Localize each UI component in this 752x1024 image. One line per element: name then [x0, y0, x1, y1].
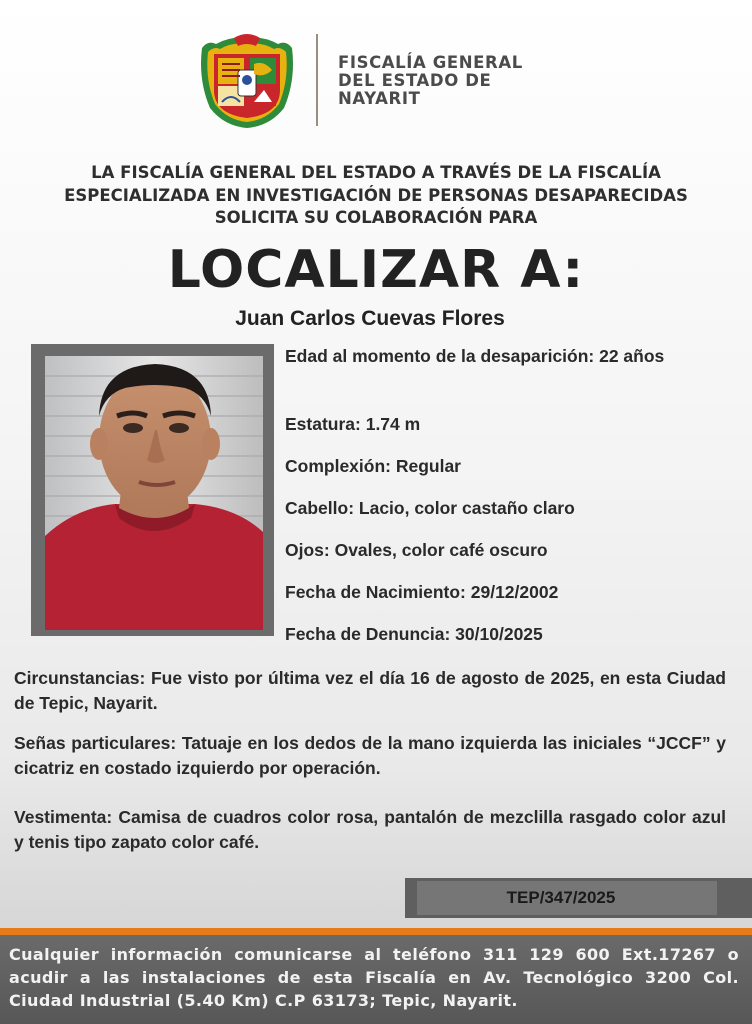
person-photo: [45, 356, 263, 630]
circumstances-paragraph: Circunstancias: Fue visto por última vez el día 16 de agosto de 2025, en esta Ciudad de Tepic, Nayarit.: [14, 668, 726, 713]
detail-report-date: Fecha de Denuncia: 30/10/2025: [285, 624, 543, 644]
intro-line-3: SOLICITA SU COLABORACIÓN PARA: [214, 208, 538, 227]
agency-line-2: DEL ESTADO DE: [338, 71, 492, 90]
detail-eyes: Ojos: Ovales, color café oscuro: [285, 540, 548, 560]
agency-line-1: FISCALÍA GENERAL: [338, 53, 523, 72]
headline: LOCALIZAR A:: [167, 240, 585, 300]
distinguishing-marks-paragraph: Señas particulares: Tatuaje en los dedos de la mano izquierda las iniciales “JCCF” y cicatriz en costado izquierdo por operación.: [14, 733, 726, 778]
nayarit-seal-icon: [194, 30, 300, 130]
intro-line-1: LA FISCALÍA GENERAL DEL ESTADO A TRAVÉS DE LA FISCALÍA: [91, 163, 661, 182]
detail-height: Estatura: 1.74 m: [285, 414, 421, 434]
detail-hair: Cabello: Lacio, color castaño claro: [285, 498, 575, 518]
detail-age: Edad al momento de la desaparición: 22 años: [285, 346, 665, 366]
agency-name: [338, 54, 598, 108]
detail-birth-date: Fecha de Nacimiento: 29/12/2002: [285, 582, 559, 602]
detail-build: Complexión: Regular: [285, 456, 461, 476]
intro-text: [10, 162, 742, 230]
agency-line-3: NAYARIT: [338, 89, 421, 108]
person-name: Juan Carlos Cuevas Flores: [235, 307, 505, 330]
header-divider: [316, 34, 318, 126]
intro-line-2: ESPECIALIZADA EN INVESTIGACIÓN DE PERSONAS DESAPARECIDAS: [64, 185, 688, 205]
accent-bar: [0, 928, 752, 935]
clothing-paragraph: Vestimenta: Camisa de cuadros color rosa, pantalón de mezclilla rasgado color azul y tenis tipo zapato color café.: [14, 807, 726, 852]
case-number: TEP/347/2025: [506, 888, 616, 907]
footer-contact-text: Cualquier información comunicarse al teléfono 311 129 600 Ext.17267 o acudir a las instalaciones de esta Fiscalía en Av. Tecnológico 3200 Col. Ciudad Industrial (5.40 Km) C.P 63173; Tepic, Nayarit.: [9, 945, 739, 1010]
